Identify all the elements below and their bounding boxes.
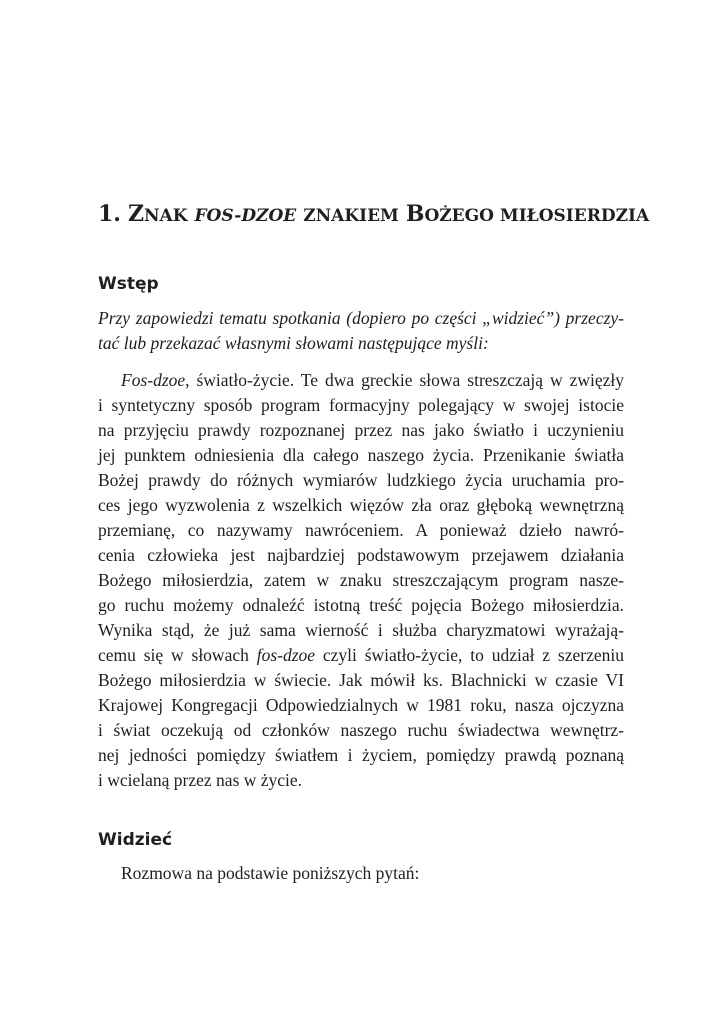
chapter-title-initial-b: B: [405, 201, 425, 227]
paragraph-line: przemianę, co nazywamy nawróceniem. A ponieważ dzieło nawró-: [98, 520, 624, 540]
paragraph-line: Krajowej Kongregacji Odpowiedzialnych w 1981 roku, nasza ojczyzna: [98, 695, 624, 715]
chapter-number: 1.: [98, 201, 121, 227]
paragraph-line: ces jego wyzwolenia z wszelkich więzów zła oraz głęboką wewnętrzną: [98, 495, 624, 515]
paragraph-line-text: czyli światło-życie, to udział z szerzeniu: [315, 645, 624, 665]
paragraph-line: Bożego miłosierdzia, zatem w znaku streszczającym program nasze-: [98, 570, 624, 590]
paragraph-line: cenia człowieka jest najbardziej podstawowym przejawem działania: [98, 545, 624, 565]
chapter-title-word-znakiem: ZNAKIEM: [303, 206, 399, 226]
paragraph-line: [98, 643, 624, 668]
term-fos-dzoe: Fos-dzoe: [121, 370, 186, 390]
chapter-title: [98, 199, 658, 231]
chapter-title-word-znak: NAK: [144, 206, 188, 226]
term-fos-dzoe: fos-dzoe: [256, 645, 316, 665]
intro-line: Przy zapowiedzi tematu spotkania (dopiero po części „widzieć”) przeczy-: [98, 308, 624, 328]
chapter-title-initial-z: Z: [127, 201, 144, 227]
paragraph-line: Bożej prawdy do różnych wymiarów ludzkiego życia uruchamia pro-: [98, 470, 624, 490]
wstep-paragraph: [98, 368, 624, 793]
intro-line: tać lub przekazać własnymi słowami następujące myśli:: [98, 333, 489, 353]
paragraph-line: na przyjęciu prawdy rozpoznanej przez nas jako światło i uczynieniu: [98, 420, 624, 440]
intro-instruction: [98, 306, 624, 356]
paragraph-line-text: , światło-życie. Te dwa greckie słowa streszczają w zwięzły: [185, 370, 624, 390]
section-heading-widziec: Widzieć: [98, 830, 173, 850]
paragraph-line: i syntetyczny sposób program formacyjny polegający w swojej istocie: [98, 395, 624, 415]
paragraph-line: Wynika stąd, że już sama wierność i służba charyzmatowi wyrażają-: [98, 620, 624, 640]
paragraph-line: i wcielaną przez nas w życie.: [98, 770, 303, 790]
paragraph-line: jej punktem odniesienia dla całego naszego życia. Przenikanie światła: [98, 445, 624, 465]
paragraph-line: [98, 368, 624, 393]
widziec-text: Rozmowa na podstawie poniższych pytań:: [121, 863, 420, 883]
paragraph-line: Bożego miłosierdzia w świecie. Jak mówił ks. Blachnicki w czasie VI: [98, 670, 624, 690]
chapter-title-term: FOS-DZOE: [194, 206, 297, 226]
section-heading-wstep: Wstęp: [98, 274, 159, 294]
chapter-title-word-bozego: OŻEGO MIŁOSIERDZIA: [424, 206, 650, 226]
paragraph-line: i świat oczekują od członków naszego ruchu świadectwa wewnętrz-: [98, 720, 624, 740]
paragraph-line-text: cemu się w słowach: [98, 645, 257, 665]
paragraph-line: go ruchu możemy odnaleźć istotną treść pojęcia Bożego miłosierdzia.: [98, 595, 624, 615]
paragraph-line: nej jedności pomiędzy światłem i życiem, pomiędzy prawdą poznaną: [98, 745, 624, 765]
